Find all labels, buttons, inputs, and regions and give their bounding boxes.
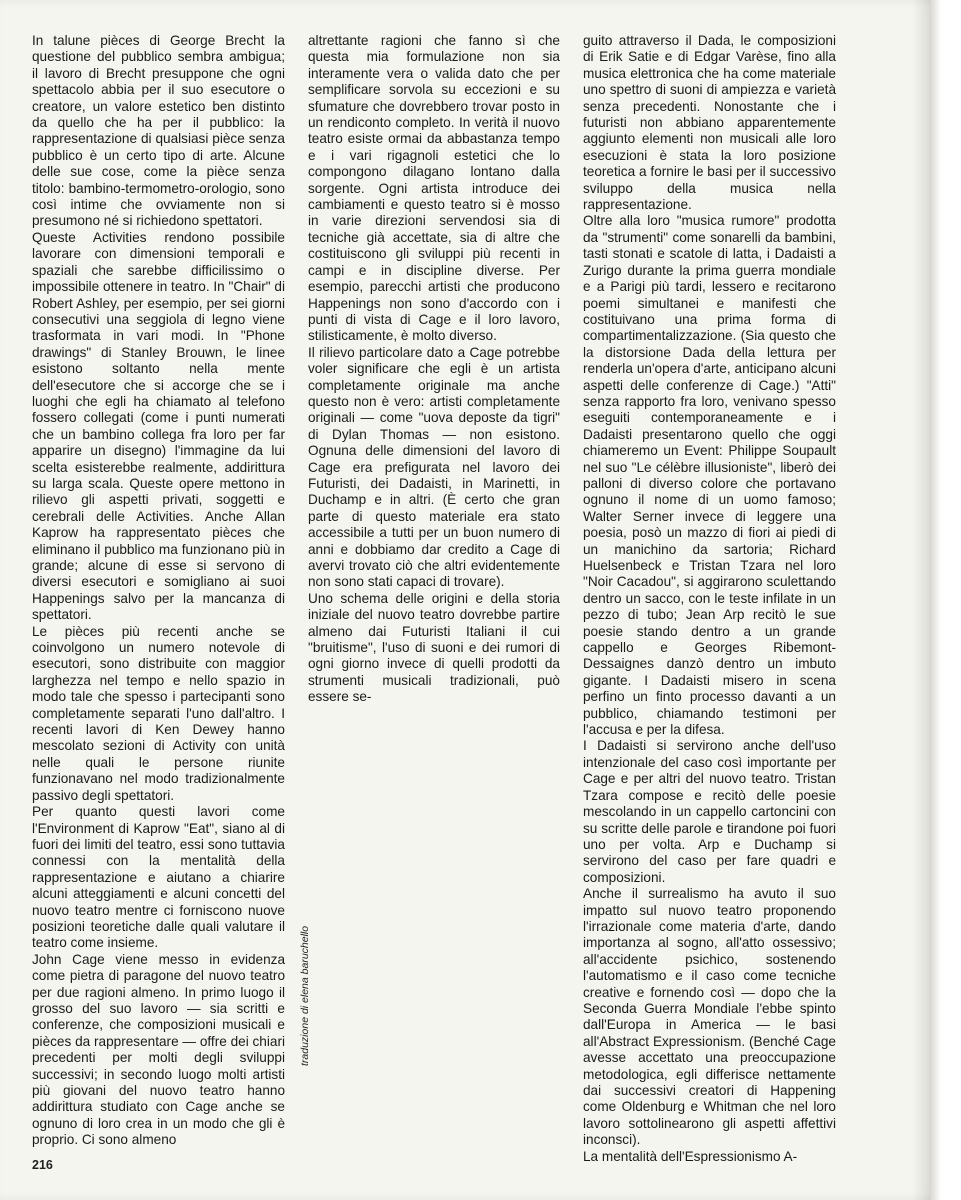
- paragraph: Queste Activities rendono possibile lavorare con dimensioni temporali e spaziali che sarebbe difficilissimo o impossibile ottenere in teatro. In "Chair" di Robert Ashley, per esempio, per sei giorni consecutivi una seggiola di legno viene trasformata in vari modi. In "Phone drawings" di Stanley Brouwn, le linee esistono soltanto nella mente dell'esecutore che si accorge che se i luoghi che egli ha chiamato al telefono fossero collegati (come i punti numerati che un bambino collega fra loro per far apparire un disegno) l'immagine da lui scelta esisterebbe realmente, addirittura su larga scala. Queste opere mettono in rilievo gli aspetti privati, soggetti e cerebrali delle Activities. Anche Allan Kaprow ha rappresentato pièces che eliminano il pubblico ma funzionano più in grande; alcune di esse si servono di diversi esecutori e somigliano ai suoi Happenings salvo per la mancanza di spettatori.: [32, 229, 285, 623]
- paragraph: In talune pièces di George Brecht la questione del pubblico sembra ambigua; il lavoro di Brecht presuppone che ogni spettacolo abbia per il suo esecutore o creatore, un valore estetico ben distinto da quello che ha per il pubblico: la rappresentazione di qualsiasi pièce senza pubblico è un certo tipo di arte. Alcune delle sue cose, come la pièce senza titolo: bambino-termometro-orologio, sono così intime che ovviamente non si presumono né si richiedono spettatori.: [32, 33, 285, 229]
- paragraph: Anche il surrealismo ha avuto il suo impatto sul nuovo teatro proponendo l'irrazionale come materia d'arte, dando importanza al sogno, all'atto ossessivo; all'accidente psichico, sostenendo l'automatismo e il caso come tecniche creative e fornendo così — dopo che la Seconda Guerra Mondiale l'ebbe spinto dall'Europa in America — le basi all'Abstract Expressionism. (Benché Cage avesse accettato una preoccupazione metodologica, egli differisce nettamente dai successivi creatori di Happening come Oldenburg e Whitman che nel loro lavoro sottolinearono gli aspetti affettivi inconsci).: [583, 886, 836, 1148]
- paragraph: Le pièces più recenti anche se coinvolgono un numero notevole di esecutori, sono distribuite con maggior larghezza nel tempo e nello spazio in modo tale che spesso i partecipanti sono completamente separati l'uno dall'altro. I recenti lavori di Ken Dewey hanno mescolato sezioni di Activity con unità nelle quali le persone riunite funzionavano nel modo tradizionalmente passivo degli spettatori.: [32, 623, 285, 803]
- paragraph: Per quanto questi lavori come l'Environment di Kaprow "Eat", siano al di fuori dei limiti del teatro, essi sono tuttavia connessi con la mentalità della rappresentazione e aiutano a chiarire alcuni atteggiamenti e alcuni concetti del nuovo teatro mentre ci forniscono nuove posizioni teoretiche dalle quali valutare il teatro come insieme.: [32, 804, 285, 951]
- paragraph: Oltre alla loro "musica rumore" prodotta da "strumenti" come sonarelli da bambini, tasti stonati e scatole di latta, i Dadaisti a Zurigo durante la prima guerra mondiale e a Parigi più tardi, lessero e recitarono poemi simultanei e manifesti che costituivano una prima forma di compartimentalizzazione. (Sia questo che la distorsione Dada della lettura per renderla un'opera d'arte, anticipano alcuni aspetti delle conferenze di Cage.) "Atti" senza rapporto fra loro, venivano spesso eseguiti contemporaneamente e i Dadaisti presentarono quello che oggi chiameremo un Event: Philippe Soupault nel suo "Le célèbre illusioniste", liberò dei palloni di diverso colore che portavano ognuno il nome di un uomo famoso; Walter Serner invece di leggere una poesia, posò un mazzo di fiori ai piedi di un manichino da sartoria; Richard Huelsenbeck e Tristan Tzara nel loro "Noir Cacadou", si aggirarono sculettando dentro un sacco, con le teste infilate in un pezzo di tubo; Jean Arp recitò le sue poesie stando dentro a un grande cappello e Georges Ribemont-Dessaignes danzò dentro un imbuto gigante. I Dadaisti misero in scena perfino un finto processo davanti a un pubblico, chiamando testimoni per l'accusa e per la difesa.: [583, 213, 836, 738]
- paragraph: I Dadaisti si servirono anche dell'uso intenzionale del caso così importante per Cage e per altri del nuovo teatro. Tristan Tzara compose e recitò delle poesie mescolando in un cappello cartoncini con su scritte delle parole e tirandone poi fuori uno per volta. Arp e Duchamp si servirono del caso per fare quadri e composizioni.: [583, 738, 836, 885]
- paragraph: guito attraverso il Dada, le composizioni di Erik Satie e di Edgar Varèse, fino alla musica elettronica che ha come materiale uno spettro di suoni di ampiezza e varietà senza precedenti. Nonostante che i futuristi non abbiano apparentemente aggiunto elementi non musicali alle loro esecuzioni è stata la loro posizione teoretica a fornire le basi per il successivo sviluppo della musica nella rappresentazione.: [583, 33, 836, 213]
- translation-credit: traduzione di elena baruchello: [299, 925, 311, 1066]
- paragraph: Il rilievo particolare dato a Cage potrebbe voler significare che egli è un artista completamente originale ma anche questo non è vero: artisti completamente originali — come "uova deposte da tigri" di Dylan Thomas — non esistono. Ognuna delle dimensioni del lavoro di Cage era prefigurata nel lavoro dei Futuristi, dei Dadaisti, in Marinetti, in Duchamp e in altri. (È certo che gran parte di questo materiale era stato accessibile a tutti per un buon numero di anni e dobbiamo dar credito a Cage di avervi trovato ciò che altri evidentemente non sono stati capaci di trovare).: [308, 344, 560, 590]
- paragraph: La mentalità dell'Espressionismo A-: [583, 1148, 798, 1164]
- text-column-3: [583, 33, 836, 1165]
- text-column-1: [32, 33, 285, 1149]
- page-fold-shadow: [912, 0, 930, 1200]
- facing-page-edge: [930, 0, 961, 1200]
- paragraph: John Cage viene messo in evidenza come pietra di paragone del nuovo teatro per due ragioni almeno. In primo luogo il grosso del suo lavoro — sia scritti e conferenze, che composizioni musicali e pièces da rappresentare — offre dei chiari precedenti per molti degli sviluppi successivi; in secondo luogo molti artisti più giovani del nuovo teatro hanno addirittura studiato con Cage anche se ognuno di loro crea in un modo che gli è proprio. Ci sono almeno: [32, 951, 285, 1148]
- text-column-2: [308, 33, 560, 706]
- paragraph: altrettante ragioni che fanno sì che questa mia formulazione non sia interamente vera o valida dato che per semplificare sorvola su eccezioni e su sfumature che dovrebbero trovar posto in un rendiconto completo. In verità il nuovo teatro esiste ormai da abbastanza tempo e i vari rigagnoli estetici che lo compongono dilagano lontano dalla sorgente. Ogni artista introduce dei cambiamenti e questo teatro si è mosso in varie direzioni servendosi sia di tecniche già accettate, sia di altre che costituiscono gli sviluppi più recenti in campi e in discipline diverse. Per esempio, parecchi artisti che producono Happenings non sono d'accordo con i punti di vista di Cage e il loro lavoro, stilisticamente, è molto diverso.: [308, 33, 560, 344]
- page-number: 216: [32, 1158, 53, 1172]
- paragraph: Uno schema delle origini e della storia iniziale del nuovo teatro dovrebbe partire almeno dai Futuristi Italiani il cui "bruitisme", l'uso di suoni e dei rumori di ogni giorno invece di quelli prodotti da strumenti musicali tradizionali, può essere se-: [308, 590, 560, 705]
